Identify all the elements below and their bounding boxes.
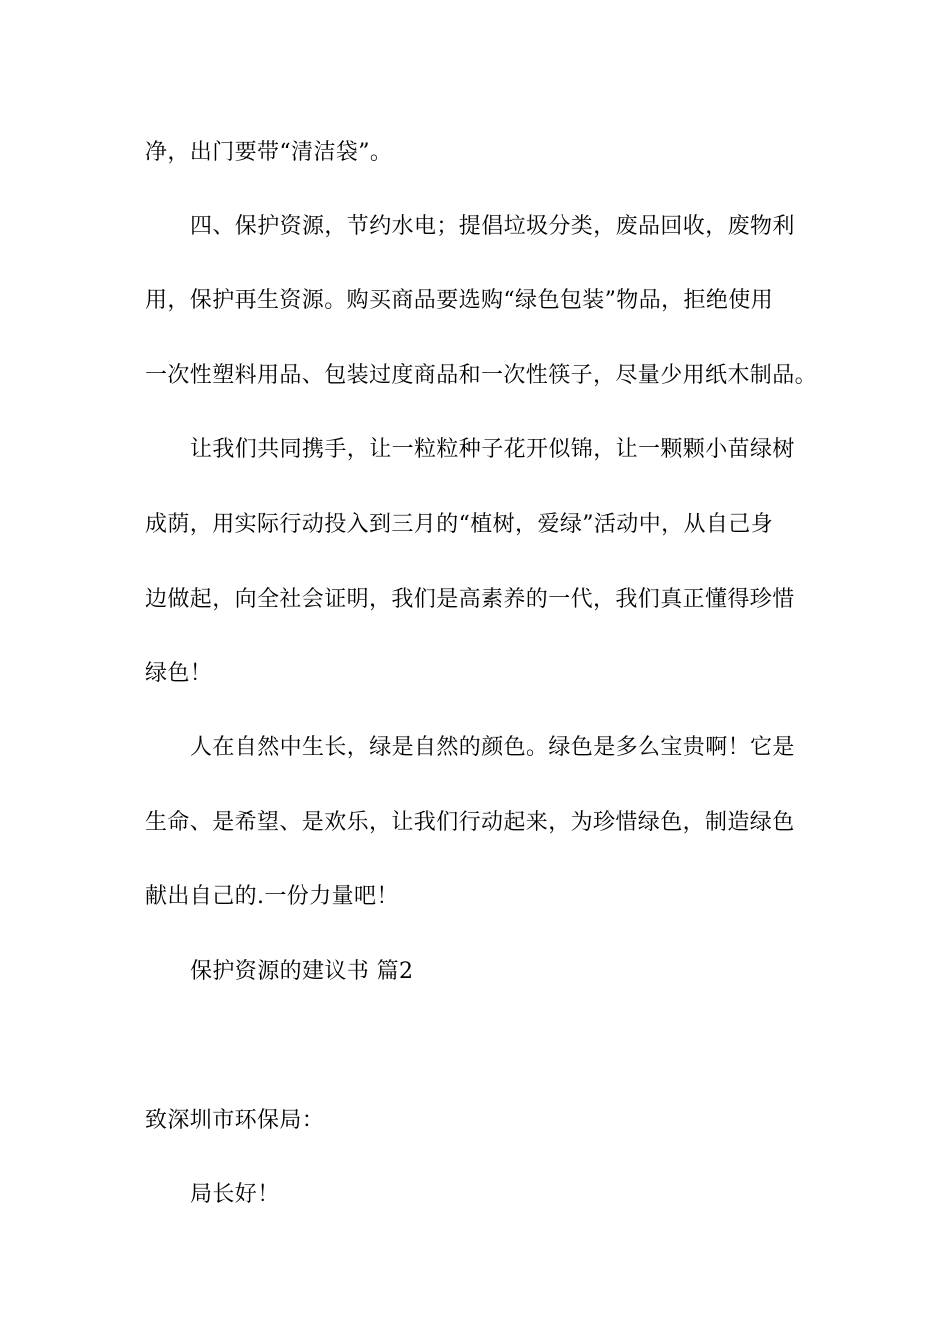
- section-heading: 保护资源的建议书 篇2: [190, 959, 414, 984]
- paragraph-line: 一次性塑料用品、包装过度商品和一次性筷子，尽量少用纸木制品。: [145, 363, 818, 388]
- paragraph-line: 生命、是希望、是欢乐，让我们行动起来，为珍惜绿色，制造绿色: [145, 810, 795, 835]
- paragraph-line: 边做起，向全社会证明，我们是高素养的一代，我们真正懂得珍惜: [145, 587, 795, 612]
- paragraph-line: 献出自己的.一份力量吧！: [145, 884, 399, 909]
- salutation: 致深圳市环保局：: [145, 1108, 325, 1133]
- greeting: 局长好！: [190, 1182, 280, 1207]
- paragraph-line: 用，保护再生资源。购买商品要选购“绿色包装”物品，拒绝使用: [145, 288, 774, 313]
- paragraph-line: 成荫，用实际行动投入到三月的“植树，爱绿”活动中，从自己身: [145, 512, 774, 537]
- paragraph-line: 四、保护资源，节约水电；提倡垃圾分类，废品回收，废物利: [190, 214, 795, 239]
- paragraph-line: 人在自然中生长，绿是自然的颜色。绿色是多么宝贵啊！它是: [190, 735, 795, 760]
- paragraph-line: 让我们共同携手，让一粒粒种子花开似锦，让一颗颗小苗绿树: [190, 437, 795, 462]
- paragraph-line: 绿色！: [145, 661, 213, 686]
- paragraph-line: 净，出门要带“清洁袋”。: [145, 140, 393, 165]
